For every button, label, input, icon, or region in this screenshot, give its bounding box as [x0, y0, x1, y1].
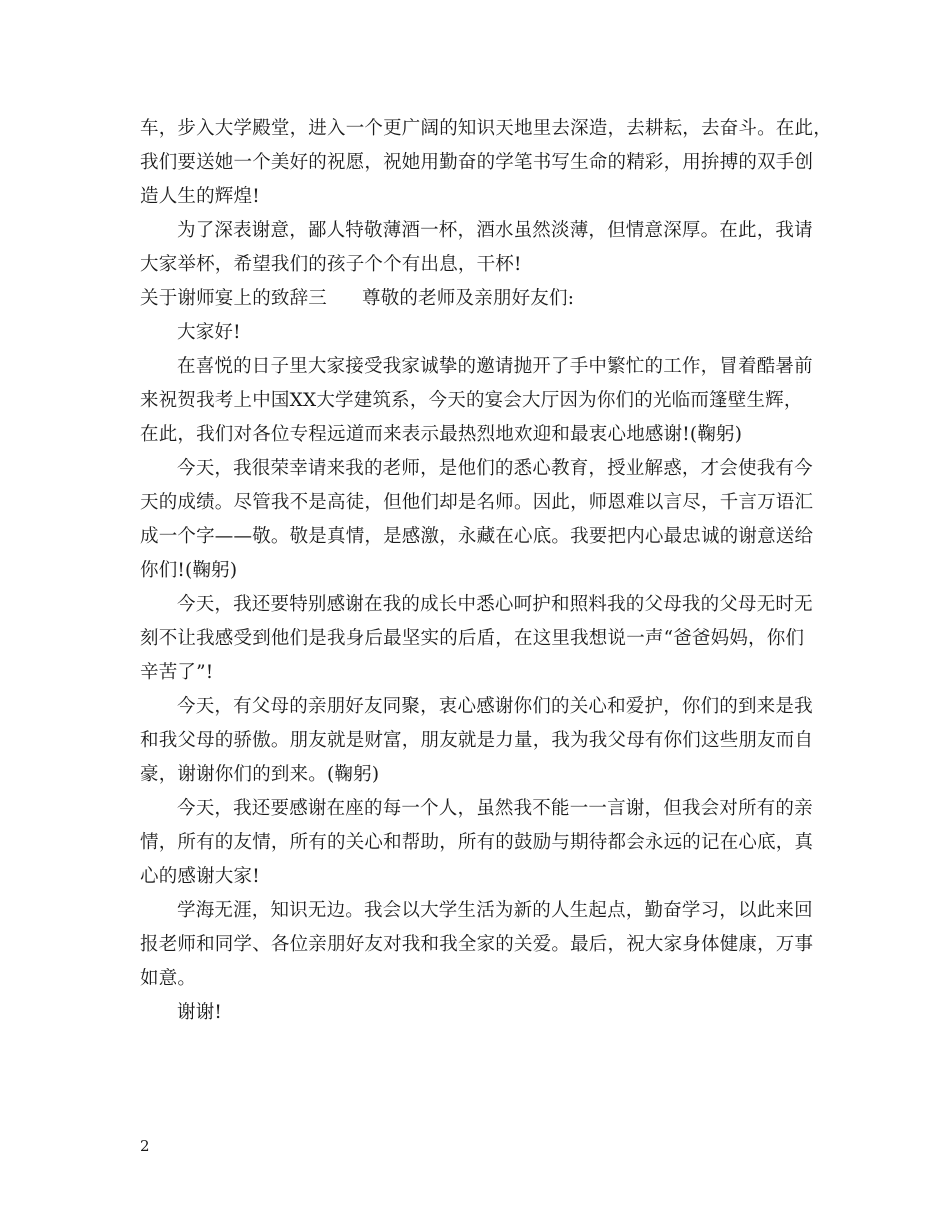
- text-line: 今天，我还要特别感谢在我的成长中悉心呵护和照料我的父母我的父母无时无: [177, 594, 813, 615]
- paragraph-6: [140, 690, 820, 792]
- text-line: 今天，有父母的亲朋好友同聚，衷心感谢你们的关心和爱护，你们的到来是我: [177, 696, 813, 717]
- paragraph-5: [140, 588, 820, 690]
- paragraph-8: [140, 894, 820, 996]
- text-line: 成一个字——敬。敬是真情，是感激，永藏在心底。我要把内心最忠诚的谢意送给: [140, 526, 814, 547]
- paragraph-2: [140, 214, 820, 282]
- closing-line: 谢谢!: [177, 1002, 223, 1023]
- text-line: 刻不让我感受到他们是我身后最坚实的后盾，在这里我想说一声“爸爸妈妈，你们: [140, 628, 805, 649]
- section-title: 关于谢师宴上的致辞三: [140, 288, 328, 309]
- text-line: 你们!(鞠躬): [140, 560, 238, 581]
- text-line: 来祝贺我考上中国XX大学建筑系，今天的宴会大厅因为你们的光临而篷壁生辉，: [140, 390, 803, 411]
- text-line: 豪，谢谢你们的到来。(鞠躬): [140, 764, 380, 785]
- page-number: 2: [140, 1137, 150, 1155]
- text-line: 车，步入大学殿堂，进入一个更广阔的知识天地里去深造，去耕耘，去奋斗。在此，: [140, 118, 832, 139]
- text-line: 今天，我还要感谢在座的每一个人，虽然我不能一一言谢，但我会对所有的亲: [177, 798, 813, 819]
- text-line: 造人生的辉煌!: [140, 186, 260, 207]
- text-line: 学海无涯，知识无边。我会以大学生活为新的人生起点，勤奋学习，以此来回: [177, 900, 813, 921]
- text-line: 报老师和同学、各位亲朋好友对我和我全家的关爱。最后，祝大家身体健康，万事: [140, 934, 814, 955]
- text-line: 大家举杯，希望我们的孩子个个有出息，干杯!: [140, 254, 522, 275]
- text-line: 为了深表谢意，鄙人特敬薄酒一杯，酒水虽然淡薄，但情意深厚。在此，我请: [177, 220, 813, 241]
- text-line: 今天，我很荣幸请来我的老师，是他们的悉心教育，授业解惑，才会使我有今: [177, 458, 813, 479]
- text-line: 天的成绩。尽管我不是高徒，但他们却是名师。因此，师恩难以言尽，千言万语汇: [140, 492, 814, 513]
- text-line: 情，所有的友情，所有的关心和帮助，所有的鼓励与期待都会永远的记在心底，真: [140, 832, 814, 853]
- paragraph-1: [140, 112, 832, 214]
- document-body: [140, 112, 832, 1030]
- text-line: 在此，我们对各位专程远道而来表示最热烈地欢迎和最衷心地感谢!(鞠躬): [140, 424, 743, 445]
- text-line: 我们要送她一个美好的祝愿，祝她用勤奋的学笔书写生命的精彩，用拚搏的双手创: [140, 152, 814, 173]
- paragraph-4: [140, 452, 820, 588]
- salutation: 尊敬的老师及亲朋好友们:: [362, 288, 575, 309]
- section-heading: [140, 282, 820, 316]
- text-line: 心的感谢大家!: [140, 866, 260, 887]
- paragraph-7: [140, 792, 820, 894]
- greeting: 大家好!: [177, 322, 241, 343]
- text-line: 如意。: [140, 968, 197, 989]
- paragraph-3: [140, 350, 820, 452]
- text-line: 在喜悦的日子里大家接受我家诚挚的邀请抛开了手中繁忙的工作，冒着酷暑前: [177, 356, 813, 377]
- text-line: 辛苦了”!: [140, 662, 214, 683]
- text-line: 和我父母的骄傲。朋友就是财富，朋友就是力量，我为我父母有你们这些朋友而自: [140, 730, 814, 751]
